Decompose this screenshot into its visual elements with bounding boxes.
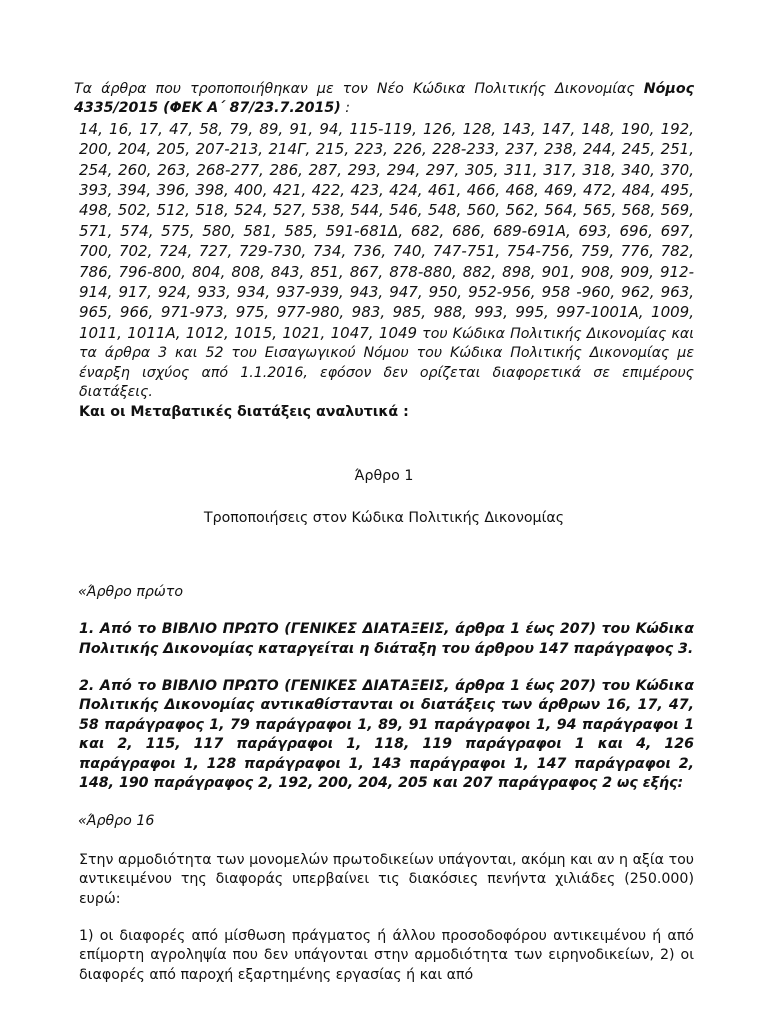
paragraph-2: 2. Από το ΒΙΒΛΙΟ ΠΡΩΤΟ (ΓΕΝΙΚΕΣ ΔΙΑΤΑΞΕΙΣ, άρθρα 1 έως 207) του Κώδικα Πολιτικής Δικονομίας αντικαθίστανται οι διατάξεις των άρθρων 16, 17, 47, 58 παράγραφος 1, 79 παράγραφοι 1, 89, 91 παράγραφοι 1, 94 παράγραφοι 1 και 2, 115, 117 παράγραφοι 1, 118, 119 παράγραφοι 1 και 4, 126 παράγραφοι 1, 128 παράγραφοι 1, 143 παράγραφοι 1, 147 παράγραφοι 2, 148, 190 παράγραφος 2, 192, 200, 204, 205 και 207 παράγραφος 2 ως εξής: <box>79 677 694 791</box>
article-number: Άρθρο 1 <box>354 467 414 484</box>
paragraph-4: 1) οι διαφορές από μίσθωση πράγματος ή άλλου προσοδοφόρου αντικειμένου ή από επίμορτη αγροληψία που δεν υπάγονται στην αρμοδιότητα των ειρηνοδικείων, 2) οι διαφορές από παροχή εξαρτημένης εργασίας ή και από <box>79 928 694 983</box>
law-reference: Νόμος 4335/2015 (ΦΕΚ Α΄ 87/23.7.2015) <box>74 81 694 117</box>
amended-articles-list <box>74 120 694 403</box>
quote-article-16: «Άρθρο 16 <box>78 813 155 830</box>
intro-text: Τα άρθρα που τροποποιήθηκαν με τον Νέο Κώδικα Πολιτικής Δικονομίας <box>74 81 644 97</box>
intro-paragraph <box>74 80 694 119</box>
document-page <box>74 80 694 985</box>
intro-colon: : <box>340 100 351 117</box>
article-title: Τροποποιήσεις στον Κώδικα Πολιτικής Δικονομίας <box>203 510 565 527</box>
article-numbers: 14, 16, 17, 47, 58, 79, 89, 91, 94, 115-119, 126, 128, 143, 147, 148, 190, 192, 200, 204, 205, 207-213, 214Γ, 215, 223, 226, 228-233, 237, 238, 244, 245, 251, 254, 260, 263, 268-277, 286, 287, 293, 294, 297, 305, 311, 317, 318, 340, 370, 393, 394, 396, 398, 400, 421, 422, 423, 424, 461, 466, 468, 469, 472, 484, 495, 498, 502, 512, 518, 524, 527, 538, 544, 546, 548, 560, 562, 564, 565, 568, 569, 571, 574, 575, 580, 581, 585, 591-681Δ, 682, 686, 689-691Α, 693, 696, 697, 700, 702, 724, 727, 729-730, 734, 736, 740, 747-751, 754-756, 759, 776, 782, 786, 796-800, 804, 808, 843, 851, 867, 878-880, 882, 898, 901, 908, 909, 912-914, 917, 924, 933, 934, 937-939, 943, 947, 950, 952-956, 958 -960, 962, 963, 965, 966, 971-973, 975, 977-980, 983, 985, 988, 993, 995, 997-1001Α, 1009, 1011, 1011Α, 1012, 1015, 1021, 1047, 1049 <box>79 119 694 342</box>
paragraph-3: Στην αρμοδιότητα των μονομελών πρωτοδικείων υπάγονται, ακόμη και αν η αξία του αντικειμένου της διαφοράς υπερβαίνει τις διακόσιες πενήντα χιλιάδες (250.000) ευρώ: <box>79 851 694 907</box>
quote-article-first: «Άρθρο πρώτο <box>78 583 183 600</box>
articles-tail: του Κώδικα Πολιτικής Δικονομίας και τα άρθρα 3 και 52 του Εισαγωγικού Νόμου του Κώδικα Πολιτικής Δικονομίας με έναρξη ισχύος από 1.1.2016, εφόσον δεν ορίζεται διαφορετικά σε επιμέρους διατάξεις. <box>79 325 694 401</box>
paragraph-1: 1. Από το ΒΙΒΛΙΟ ΠΡΩΤΟ (ΓΕΝΙΚΕΣ ΔΙΑΤΑΞΕΙΣ, άρθρα 1 έως 207) του Κώδικα Πολιτικής Δικονομίας καταργείται η διάταξη του άρθρου 147 παράγραφος 3. <box>79 621 694 657</box>
transitional-provisions-heading: Και οι Μεταβατικές διατάξεις αναλυτικά : <box>79 403 409 420</box>
